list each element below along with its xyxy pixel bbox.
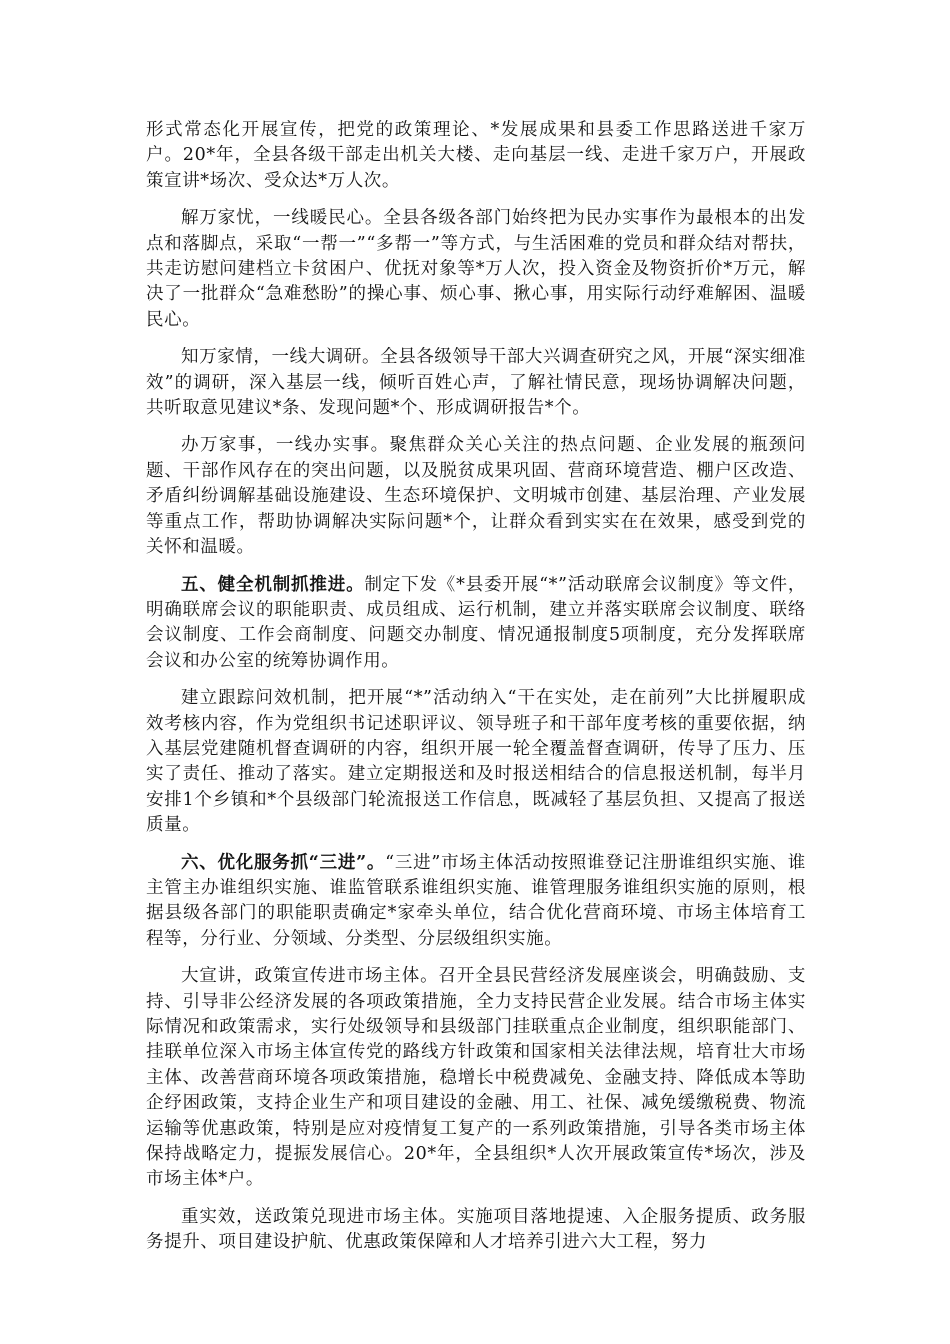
paragraph-text: 建立跟踪问效机制，把开展“*”活动纳入“干在实处，走在前列”大比拼履职成效考核内容，作为党组织书记述职评议、领导班子和干部年度考核的重要依据，纳入基层党建随机督查调研的内容，组织开展一轮全覆盖督查调研，传导了压力、压实了责任、推动了落实。建立定期报送和及时报送相结合的信息报送机制，每半月安排1个乡镇和*个县级部门轮流报送工作信息，既减轻了基层负担、又提高了报送质量。 [146,688,806,836]
paragraph-ban-wan-jia-shi [146,433,806,560]
paragraph-text: 大宣讲，政策宣传进市场主体。召开全县民营经济发展座谈会，明确鼓励、支持、引导非公经济发展的各项政策措施，全力支持民营企业发展。结合市场主体实际情况和政策需求，实行处级领导和县级部门挂联重点企业制度，组织职能部门、挂联单位深入市场主体宣传党的路线方针政策和国家相关法律法规，培育壮大市场主体、改善营商环境各项政策措施，稳增长中税费减免、金融支持、降低成本等助企纾困政策，支持企业生产和项目建设的金融、用工、社保、减免缓缴税费、物流运输等优惠政策，特别是应对疫情复工复产的一系列政策措施，引导各类市场主体保持战略定力，提振发展信心。20*年，全县组织*人次开展政策宣传*场次，涉及市场主体*户。 [146,966,806,1190]
document-page [146,118,806,1268]
paragraph-text: 解万家忧，一线暖民心。全县各级各部门始终把为民办实事作为最根本的出发点和落脚点，采取“一帮一”“多帮一”等方式，与生活困难的党员和群众结对帮扶，共走访慰问建档立卡贫困户、优抚对象等*万人次，投入资金及物资折价*万元，解决了一批群众“急难愁盼”的操心事、烦心事、揪心事，用实际行动纾难解困、温暖民心。 [146,208,806,330]
paragraph-policy-publicity [146,964,806,1193]
paragraph-text: 办万家事，一线办实事。聚焦群众关心关注的热点问题、企业发展的瓶颈问题、干部作风存在的突出问题，以及脱贫成果巩固、营商环境营造、棚户区改造、矛盾纠纷调解基础设施建设、生态环境保护、文明城市创建、基层治理、产业发展等重点工作，帮助协调解决实际问题*个，让群众看到实实在在效果，感受到党的关怀和温暖。 [146,435,806,558]
paragraph-continuation [146,118,806,194]
paragraph-text: 重实效，送政策兑现进市场主体。实施项目落地提速、入企服务提质、政务服务提升、项目建设护航、优惠政策保障和人才培养引进六大工程，努力 [146,1206,806,1253]
paragraph-text: “三进”市场主体活动按照谁登记注册谁组织实施、谁主管主办谁组织实施、谁监管联系谁组织实施、谁管理服务谁组织实施的原则，根据县级各部门的职能职责确定*家牵头单位，结合优化营商环境、市场主体培育工程等，分行业、分领域、分类型、分层级组织实施。 [146,852,806,949]
paragraph-jie-wan-jia-you [146,206,806,333]
paragraph-text: 知万家情，一线大调研。全县各级领导干部大兴调查研究之风，开展“深实细准效”的调研，深入基层一线，倾听百姓心声，了解社情民意，现场协调解决问题，共听取意见建议*条、发现问题*个、形成调研报告*个。 [146,347,806,419]
section-five-heading: 五、健全机制抓推进。 [181,574,365,595]
paragraph-text: 形式常态化开展宣传，把党的政策理论、*发展成果和县委工作思路送进千家万户。20*年，全县各级干部走出机关大楼、走向基层一线、走进千家万户，开展政策宣讲*场次、受众达*万人次。 [146,120,806,191]
paragraph-tracking-mechanism [146,686,806,838]
section-six-paragraph [146,851,806,953]
paragraph-policy-fulfilment [146,1205,806,1256]
paragraph-text: 制定下发《*县委开展“*”活动联席会议制度》等文件，明确联席会议的职能职责、成员组成、运行机制，建立并落实联席会议制度、联络会议制度、工作会商制度、问题交办制度、情况通报制度5项制度，充分发挥联席会议和办公室的统筹协调作用。 [146,574,807,671]
paragraph-zhi-wan-jia-qing [146,345,806,421]
section-five-paragraph [146,573,806,675]
section-six-heading: 六、优化服务抓“三进”。 [181,852,386,873]
